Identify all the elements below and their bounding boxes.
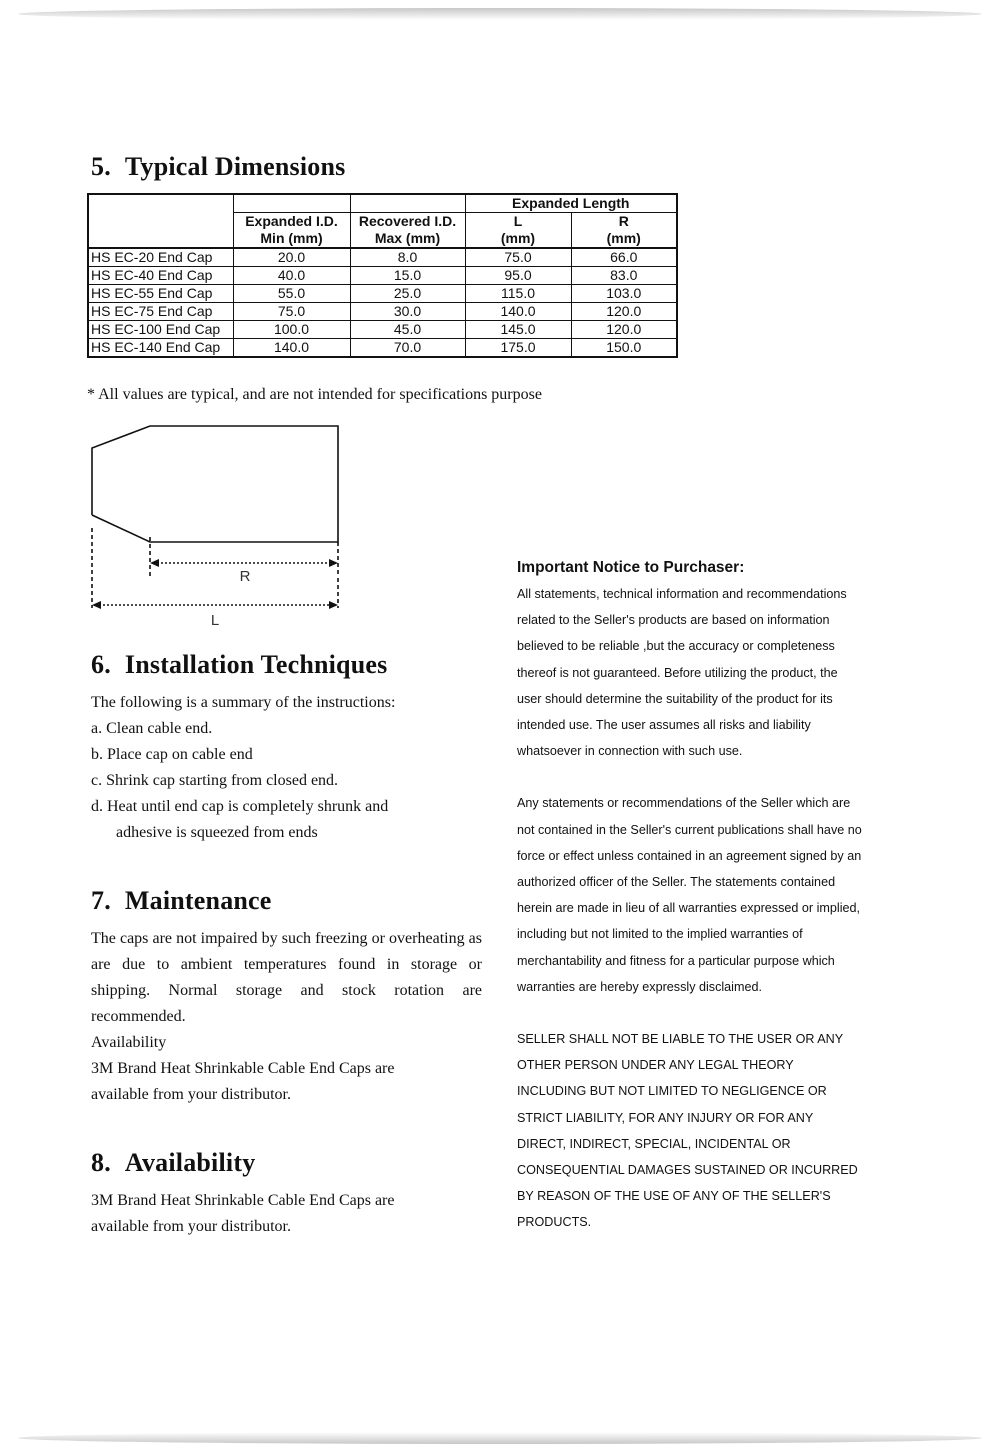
table-header-cell: Max (mm) (350, 230, 465, 248)
table-cell: 55.0 (233, 285, 350, 303)
table-cell: 66.0 (571, 248, 677, 267)
section-number: 7. (91, 886, 111, 915)
table-cell: 70.0 (350, 339, 465, 358)
section-title: Availability (124, 1148, 256, 1177)
table-header-cell: (mm) (465, 230, 571, 248)
purchaser-notice (517, 557, 862, 1236)
table-cell: 120.0 (571, 321, 677, 339)
paragraph-gap (517, 1000, 862, 1026)
table-cell: 100.0 (233, 321, 350, 339)
section-title: Installation Techniques (124, 650, 388, 679)
table-header-cell: Recovered I.D. (350, 213, 465, 231)
instruction-step: c. Shrink cap starting from closed end. (91, 772, 339, 789)
maintenance-line: 3M Brand Heat Shrinkable Cable End Caps are (91, 1060, 395, 1077)
cap-outline (92, 426, 338, 542)
table-cell: 8.0 (350, 248, 465, 267)
table-cell: 30.0 (350, 303, 465, 321)
table-row (88, 321, 677, 339)
table-header-cell: L (465, 213, 571, 231)
l-arrow-left (92, 601, 101, 609)
table-cell: 20.0 (233, 248, 350, 267)
instructions-intro: The following is a summary of the instructions: (91, 694, 396, 711)
table-header-cell (350, 194, 465, 213)
table-cell: HS EC-20 End Cap (88, 248, 233, 267)
table-row (88, 248, 677, 267)
table-header-row (88, 230, 677, 248)
paragraph-gap (517, 764, 862, 790)
table-cell: 140.0 (233, 339, 350, 358)
table-cell: 45.0 (350, 321, 465, 339)
table-cell: 83.0 (571, 267, 677, 285)
availability-line: available from your distributor. (91, 1218, 291, 1235)
table-cell: HS EC-100 End Cap (88, 321, 233, 339)
table-cell: HS EC-140 End Cap (88, 339, 233, 358)
dimensions-table (87, 193, 678, 358)
table-header-cell (88, 194, 233, 213)
table-cell: 175.0 (465, 339, 571, 358)
installation-instructions (91, 690, 491, 846)
maintenance-subhead: Availability (91, 1034, 167, 1051)
instruction-step: d. Heat until end cap is completely shrunk and (91, 798, 389, 815)
l-arrow-right (329, 601, 338, 609)
maintenance-line: available from your distributor. (91, 1086, 291, 1103)
section-title: Maintenance (124, 886, 272, 915)
end-cap-diagram (85, 418, 355, 633)
section-title: Typical Dimensions (124, 152, 346, 181)
notice-title: Important Notice to Purchaser: (517, 559, 745, 576)
table-cell: 40.0 (233, 267, 350, 285)
table-cell: 120.0 (571, 303, 677, 321)
notice-paragraph: All statements, technical information and recommendations related to the Seller's products are based on information believed to be reliable ,but the accuracy or completeness thereof is not guaranteed. Before utilizing the product, the user should determine the suitability of the product for its intended use. The user assumes all risks and liability whatsoever in connection with such use. (517, 587, 847, 759)
table-cell: 150.0 (571, 339, 677, 358)
table-header-cell (88, 213, 233, 231)
table-header-cell (88, 230, 233, 248)
table-row (88, 285, 677, 303)
table-row (88, 267, 677, 285)
instruction-step: a. Clean cable end. (91, 720, 213, 737)
table-cell: 75.0 (465, 248, 571, 267)
r-dimension-label: R (239, 568, 251, 585)
table-cell: HS EC-55 End Cap (88, 285, 233, 303)
table-header-cell: (mm) (571, 230, 677, 248)
table-header-row (88, 213, 677, 231)
table-header-cell: Min (mm) (233, 230, 350, 248)
section-number: 6. (91, 650, 111, 679)
table-cell: HS EC-40 End Cap (88, 267, 233, 285)
maintenance-text (91, 926, 482, 1108)
availability-line: 3M Brand Heat Shrinkable Cable End Caps are (91, 1192, 395, 1209)
table-cell: 25.0 (350, 285, 465, 303)
table-cell: HS EC-75 End Cap (88, 303, 233, 321)
table-cell: 103.0 (571, 285, 677, 303)
table-row (88, 339, 677, 358)
section-8-heading (91, 1148, 255, 1178)
section-7-heading (91, 886, 272, 916)
section-number: 5. (91, 152, 111, 181)
section-5-heading (91, 152, 345, 182)
section-number: 8. (91, 1148, 111, 1177)
r-arrow-left (150, 559, 159, 567)
table-header-cell (233, 194, 350, 213)
table-row (88, 303, 677, 321)
r-arrow-right (329, 559, 338, 567)
availability-text (91, 1188, 482, 1240)
table-cell: 15.0 (350, 267, 465, 285)
l-dimension-label: L (210, 612, 220, 629)
table-header-row (88, 194, 677, 213)
notice-paragraph: Any statements or recommendations of the Seller which are not contained in the Seller's current publications shall have no force or effect unless contained in an agreement signed by an authorized officer of the Seller. The statements contained herein are made in lieu of all warranties expressed or implied, including but not limited to the implied warranties of merchantability and fitness for a particular purpose which warranties are hereby expressly disclaimed. (517, 796, 862, 994)
notice-paragraph: SELLER SHALL NOT BE LIABLE TO THE USER OR ANY OTHER PERSON UNDER ANY LEGAL THEORY INCLUDING BUT NOT LIMITED TO NEGLIGENCE OR STRICT LIABILITY, FOR ANY INJURY OR FOR ANY DIRECT, INDIRECT, SPECIAL, INCIDENTAL OR CONSEQUENTIAL DAMAGES SUSTAINED OR INCURRED BY REASON OF THE USE OF ANY OF THE SELLER'S PRODUCTS. (517, 1032, 858, 1230)
table-cell: 115.0 (465, 285, 571, 303)
expanded-length-header: Expanded Length (465, 194, 677, 213)
section-6-heading (91, 650, 387, 680)
instruction-step: b. Place cap on cable end (91, 746, 253, 763)
table-cell: 145.0 (465, 321, 571, 339)
table-footnote: * All values are typical, and are not intended for specifications purpose (87, 386, 542, 403)
maintenance-paragraph: The caps are not impaired by such freezing or overheating as are due to ambient temperatures found in storage or shipping. Normal storage and stock rotation are recommended. (91, 930, 482, 1025)
instruction-step-continuation: adhesive is squeezed from ends (116, 824, 318, 841)
table-cell: 95.0 (465, 267, 571, 285)
table-cell: 140.0 (465, 303, 571, 321)
table-header-cell: R (571, 213, 677, 231)
table-header-cell: Expanded I.D. (233, 213, 350, 231)
table-cell: 75.0 (233, 303, 350, 321)
